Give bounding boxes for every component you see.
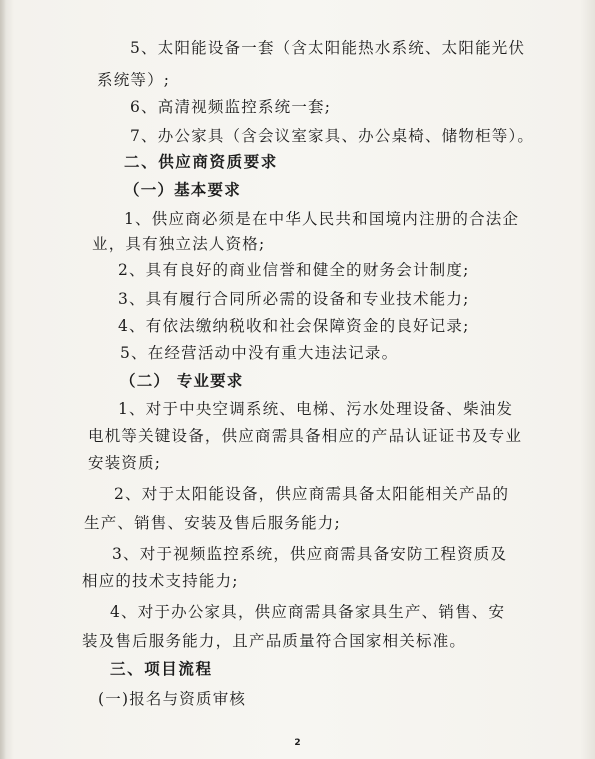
page-number: 2 xyxy=(294,738,301,748)
basic-requirement-1-cont: 业，具有独立法人资格; xyxy=(92,235,266,253)
professional-requirement-2: 2、对于太阳能设备，供应商需具备太阳能相关产品的 xyxy=(114,485,510,503)
professional-requirement-1: 1、对于中央空调系统、电梯、污水处理设备、柴油发 xyxy=(118,400,514,418)
professional-requirement-1-cont2: 安装资质; xyxy=(88,454,162,472)
subsection-heading-basic-requirements: （一）基本要求 xyxy=(124,180,241,199)
basic-requirement-1: 1、供应商必须是在中华人民共和国境内注册的合法企 xyxy=(124,210,520,228)
professional-requirement-3: 3、对于视频监控系统，供应商需具备安防工程资质及 xyxy=(112,545,508,563)
professional-requirement-2-cont: 生产、销售、安装及售后服务能力; xyxy=(84,514,341,532)
list-item-solar-equipment: 5、太阳能设备一套（含太阳能热水系统、太阳能光伏 xyxy=(130,39,526,57)
basic-requirement-5: 5、在经营活动中没有重大违法记录。 xyxy=(120,344,399,362)
list-item-office-furniture: 7、办公家具（含会议室家具、办公桌椅、储物柜等）。 xyxy=(130,127,535,145)
professional-requirement-1-cont: 电机等关键设备，供应商需具备相应的产品认证证书及专业 xyxy=(88,427,523,445)
section-heading-project-process: 三、项目流程 xyxy=(110,660,213,678)
professional-requirement-4-cont: 装及售后服务能力，且产品质量符合国家相关标准。 xyxy=(82,632,467,650)
subsection-heading-professional-requirements: （二） 专业要求 xyxy=(120,371,244,390)
basic-requirement-4: 4、有依法缴纳税收和社会保障资金的良好记录; xyxy=(118,317,470,335)
professional-requirement-3-cont: 相应的技术支持能力; xyxy=(82,572,239,590)
section-heading-supplier-qualifications: 二、供应商资质要求 xyxy=(124,153,278,171)
professional-requirement-4: 4、对于办公家具，供应商需具备家具生产、销售、安 xyxy=(110,603,506,621)
basic-requirement-2: 2、具有良好的商业信誉和健全的财务会计制度; xyxy=(118,261,470,279)
list-item-solar-equipment-cont: 系统等）; xyxy=(97,71,171,89)
basic-requirement-3: 3、具有履行合同所必需的设备和专业技术能力; xyxy=(118,290,470,308)
list-item-video-surveillance: 6、高清视频监控系统一套; xyxy=(130,98,332,116)
subsection-heading-registration: (一)报名与资质审核 xyxy=(98,690,247,708)
